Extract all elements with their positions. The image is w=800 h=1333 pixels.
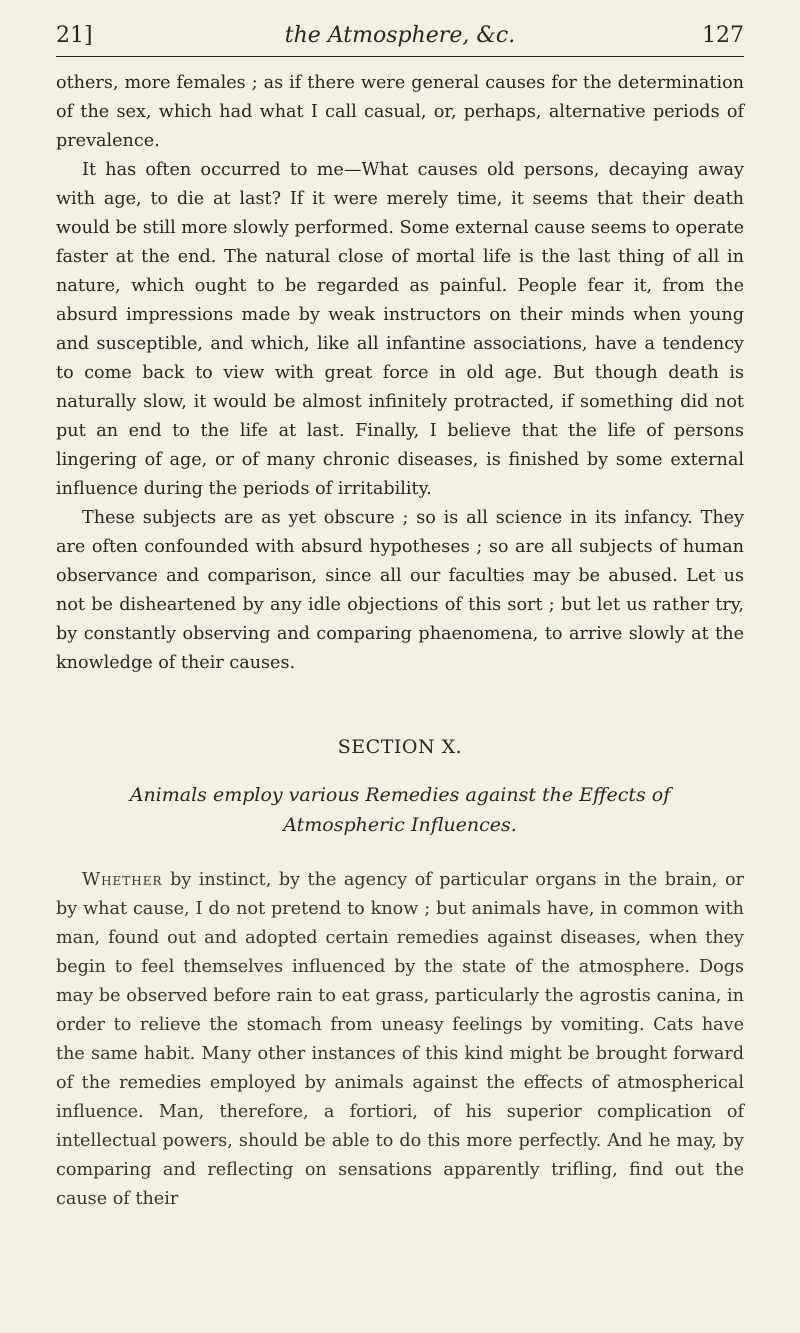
paragraph-animal-remedies: [56, 866, 744, 1214]
paragraph-continuation: others, more females ; as if there were general causes for the determination of the sex, which had what I call casual, or, perhaps, alternative periods of prevalence.: [56, 73, 744, 151]
running-head: [56, 22, 744, 56]
header-rule: [56, 56, 744, 57]
chapter-marker: 21]: [56, 23, 93, 48]
page-number: 127: [702, 23, 744, 48]
running-title: the Atmosphere, &c.: [284, 23, 516, 48]
paragraph-obscure-subjects: These subjects are as yet obscure ; so is all science in its infancy. They are often confounded with absurd hypotheses ; so are all subjects of human observance and comparison, since all our faculties may be abused. Let us not be disheartened by any idle objections of this sort ; but let us rather try, by constantly observing and comparing phaenomena, to arrive slowly at the knowledge of their causes.: [56, 508, 744, 673]
paragraph-animal-remedies-text: by instinct, by the agency of particular organs in the brain, or by what cause, I do not pretend to know ; but animals have, in common with man, found out and adopted certain remedies against diseases, when they begin to feel themselves influenced by the state of the atmosphere. Dogs may be observed before rain to eat grass, particularly the agrostis canina, in order to relieve the stomach from uneasy feelings by vomiting. Cats have the same habit. Many other instances of this kind might be brought forward of the remedies employed by animals against the effects of atmospherical influence. Man, therefore, a fortiori, of his superior complication of intellectual powers, should be able to do this more perfectly. And he may, by comparing and reflecting on sensations apparently trifling, find out the cause of their: [56, 870, 744, 1209]
lead-word: Whether: [82, 870, 163, 890]
paragraph-death-of-aged: It has often occurred to me—What causes old persons, decaying away with age, to die at last? If it were merely time, it seems that their death would be still more slowly performed. Some external cause seems to operate faster at the end. The natural close of mortal life is the last thing of all in nature, which ought to be regarded as painful. People fear it, from the absurd impressions made by weak instructors on their minds when young and susceptible, and which, like all infantine associations, have a tendency to come back to view with great force in old age. But though death is naturally slow, it would be almost infinitely protracted, if something did not put an end to the life at last. Finally, I believe that the life of persons lingering of age, or of many chronic diseases, is finished by some external influence during the periods of irritability.: [56, 160, 744, 499]
body-text: [56, 69, 744, 678]
section-subtitle: Animals employ various Remedies against the Effects of Atmospheric Influences.: [129, 784, 671, 836]
section-body: [56, 866, 744, 1214]
section-heading: SECTION X.: [337, 736, 463, 758]
